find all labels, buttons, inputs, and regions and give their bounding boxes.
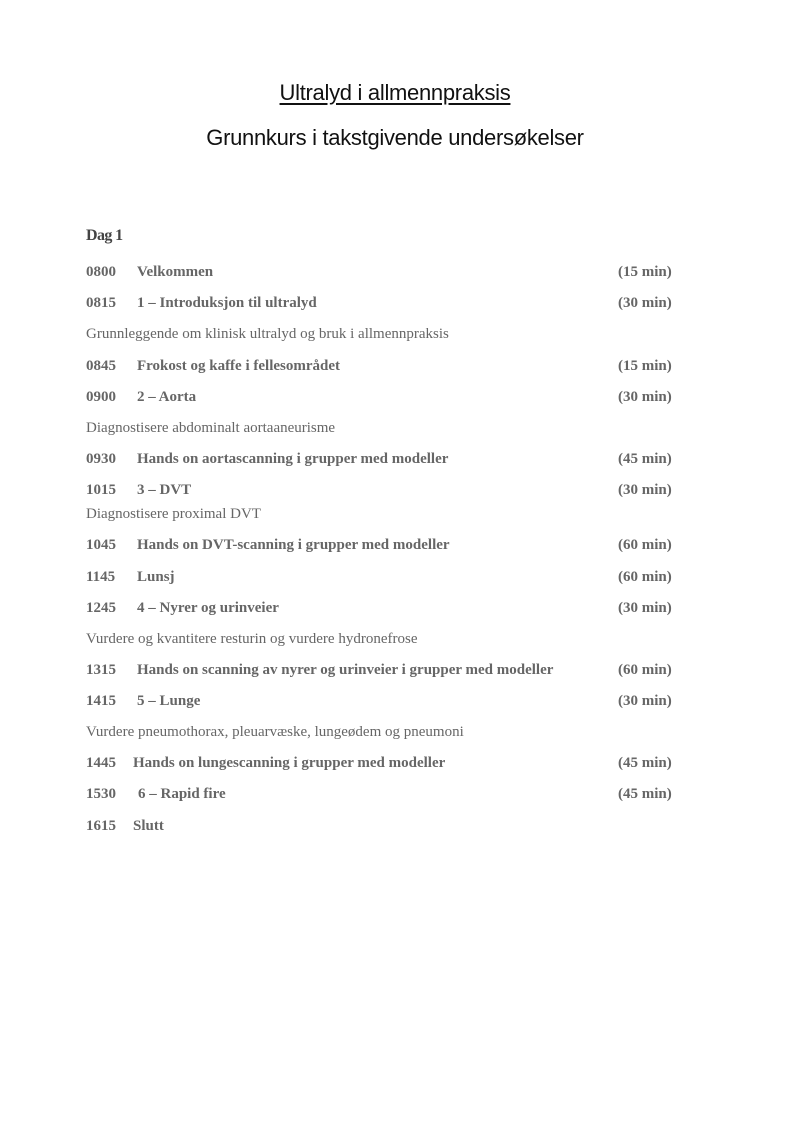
schedule-label: Lunsj bbox=[137, 569, 175, 585]
schedule-time: 0800 bbox=[86, 264, 116, 280]
schedule-label: Hands on aortascanning i grupper med modeller bbox=[137, 451, 449, 467]
schedule-duration: (60 min) bbox=[618, 537, 672, 553]
schedule-row bbox=[86, 784, 676, 804]
schedule-time: 1145 bbox=[86, 569, 116, 585]
schedule-description: Diagnostisere proximal DVT bbox=[86, 506, 261, 522]
schedule-description: Vurdere og kvantitere resturin og vurdere hydronefrose bbox=[86, 631, 418, 647]
schedule-duration: (30 min) bbox=[618, 600, 672, 616]
schedule-duration: (30 min) bbox=[618, 693, 672, 709]
schedule-duration: (30 min) bbox=[618, 482, 672, 498]
schedule-time: 1530 bbox=[86, 786, 116, 802]
schedule-time: 0930 bbox=[86, 451, 116, 467]
schedule-row bbox=[86, 535, 676, 555]
schedule-row bbox=[86, 660, 676, 680]
schedule-row bbox=[86, 816, 676, 836]
document-subtitle: Grunnkurs i takstgivende undersøkelser bbox=[206, 125, 584, 150]
schedule-time: 0815 bbox=[86, 295, 116, 311]
schedule-label: Frokost og kaffe i fellesområdet bbox=[137, 358, 341, 374]
schedule-label: 2 – Aorta bbox=[137, 389, 197, 405]
schedule-label: Hands on DVT-scanning i grupper med modeller bbox=[137, 537, 450, 553]
schedule-duration: (30 min) bbox=[618, 389, 672, 405]
schedule-row bbox=[86, 598, 676, 618]
schedule-time: 1015 bbox=[86, 482, 116, 498]
schedule-row bbox=[86, 753, 676, 773]
schedule-label: Hands on lungescanning i grupper med modeller bbox=[133, 755, 446, 771]
schedule-time: 1615 bbox=[86, 818, 116, 834]
schedule-duration: (15 min) bbox=[618, 264, 672, 280]
schedule-duration: (45 min) bbox=[618, 451, 672, 467]
schedule-label: Hands on scanning av nyrer og urinveier i grupper med modeller bbox=[137, 662, 554, 678]
schedule-time: 0845 bbox=[86, 358, 116, 374]
schedule-description: Diagnostisere abdominalt aortaaneurisme bbox=[86, 420, 336, 436]
schedule-row bbox=[86, 567, 676, 587]
schedule-label: Slutt bbox=[133, 818, 164, 834]
schedule-time: 1415 bbox=[86, 693, 116, 709]
schedule-time: 1045 bbox=[86, 537, 116, 553]
schedule-row bbox=[86, 356, 676, 376]
schedule-row bbox=[86, 293, 676, 313]
schedule-label: Velkommen bbox=[137, 264, 214, 280]
day-heading: Dag 1 bbox=[86, 227, 123, 244]
schedule-time: 0900 bbox=[86, 389, 116, 405]
schedule-time: 1445 bbox=[86, 755, 116, 771]
schedule-row bbox=[86, 480, 676, 500]
schedule-label: 6 – Rapid fire bbox=[138, 786, 226, 802]
schedule-label: 5 – Lunge bbox=[137, 693, 201, 709]
schedule-label: 1 – Introduksjon til ultralyd bbox=[137, 295, 317, 311]
schedule-label: 4 – Nyrer og urinveier bbox=[137, 600, 279, 616]
document-title: Ultralyd i allmennpraksis bbox=[279, 80, 511, 105]
schedule-duration: (45 min) bbox=[618, 786, 672, 802]
schedule-duration: (30 min) bbox=[618, 295, 672, 311]
schedule-time: 1245 bbox=[86, 600, 116, 616]
schedule-row bbox=[86, 387, 676, 407]
schedule-duration: (15 min) bbox=[618, 358, 672, 374]
schedule-row bbox=[86, 449, 676, 469]
schedule-duration: (60 min) bbox=[618, 662, 672, 678]
schedule-duration: (45 min) bbox=[618, 755, 672, 771]
schedule-time: 1315 bbox=[86, 662, 116, 678]
schedule-row bbox=[86, 262, 676, 282]
schedule-description: Grunnleggende om klinisk ultralyd og bruk i allmennpraksis bbox=[86, 326, 449, 342]
schedule-label: 3 – DVT bbox=[137, 482, 192, 498]
schedule-duration: (60 min) bbox=[618, 569, 672, 585]
schedule-row bbox=[86, 691, 676, 711]
schedule-description: Vurdere pneumothorax, pleuarvæske, lungeødem og pneumoni bbox=[86, 724, 464, 740]
